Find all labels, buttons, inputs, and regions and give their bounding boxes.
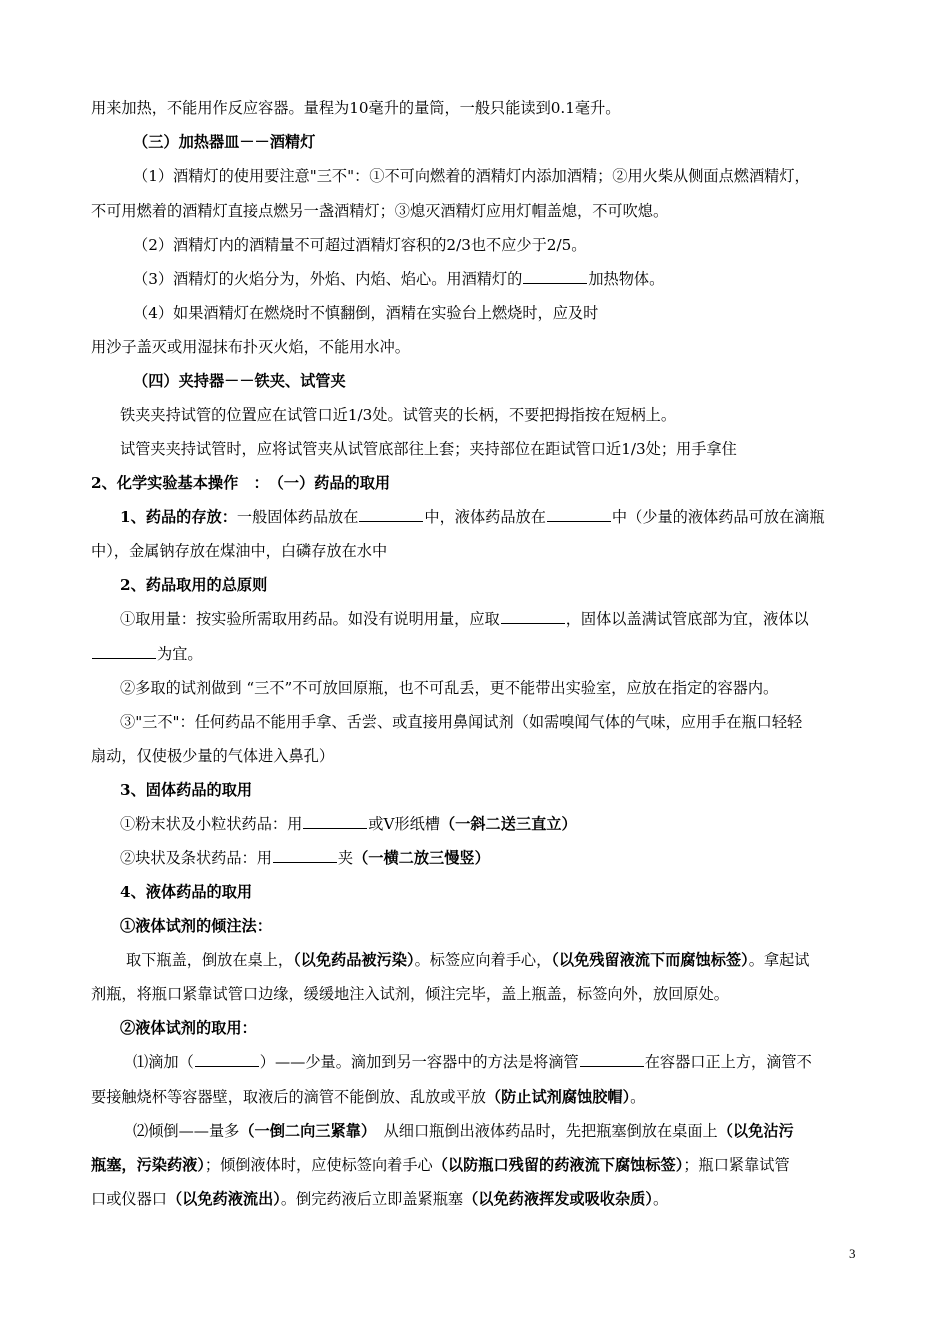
text-segment: 从细口瓶倒出液体药品时，先把瓶塞倒放在桌面上 <box>368 1122 718 1140</box>
text-line: 中），金属钠存放在煤油中，白磷存放在水中 <box>91 542 388 560</box>
text-segment: ；瓶口紧靠试管 <box>683 1156 790 1174</box>
fill-in-blank <box>303 814 367 829</box>
text-line <box>120 848 490 868</box>
text-segment: 。倒完药液后立即盖紧瓶塞 <box>280 1190 464 1208</box>
text-segment: 口或仪器口 <box>91 1190 167 1208</box>
fill-in-blank <box>523 269 587 284</box>
text-segment: 中，液体药品放在 <box>424 508 546 526</box>
emphasis: （以免药液流出） <box>166 1190 281 1208</box>
text-segment: 加热物体。 <box>588 270 665 288</box>
mnemonic: （一横二放三慢竖） <box>353 849 490 867</box>
text-line: 铁夹夹持试管的位置应在试管口近1/3处。试管夹的长柄，不要把拇指按在短柄上。 <box>120 406 677 424</box>
text-line <box>133 1052 812 1072</box>
text-line: ③"三不"：任何药品不能用手拿、舌尝、或直接用鼻闻试剂（如需嗅闻气体的气味，应用手在瓶口轻轻 <box>120 713 803 731</box>
text-segment: ①粉末状及小粒状药品：用 <box>120 815 303 833</box>
section-heading-holders: （四）夹持器－－铁夹、试管夹 <box>133 372 346 390</box>
text-line <box>91 644 203 664</box>
text-line <box>91 1087 645 1107</box>
text-segment: 。标签应向着手心， <box>414 951 552 969</box>
fill-in-blank <box>359 507 423 522</box>
text-line: （4）如果酒精灯在燃烧时不慎翻倒，酒精在实验台上燃烧时，应及时 <box>133 304 599 322</box>
text-segment: （3）酒精灯的火焰分为，外焰、内焰、焰心。用酒精灯的 <box>133 270 523 288</box>
text-line: 扇动，仅使极少量的气体进入鼻孔） <box>91 747 334 765</box>
text-segment: ②块状及条状药品：用 <box>120 849 272 867</box>
text-line <box>120 507 825 527</box>
text-line: 剂瓶，将瓶口紧靠试管口边缘，缓缓地注入试剂，倾注完毕，盖上瓶盖，标签向外，放回原处。 <box>91 985 729 1003</box>
text-segment: 要接触烧杯等容器壁，取液后的滴管不能倒放、乱放或平放 <box>91 1088 486 1106</box>
text-segment: 。 <box>630 1088 646 1106</box>
emphasis: （防止试剂腐蚀胶帽） <box>485 1088 631 1106</box>
text-segment: ；倾倒液体时，应使标签向着手心 <box>204 1156 433 1174</box>
text-line <box>133 269 664 289</box>
text-segment: 夹 <box>337 849 354 867</box>
fill-in-blank <box>273 848 337 863</box>
text-segment: ，固体以盖满试管底部为宜，液体以 <box>565 610 809 628</box>
text-segment: 取下瓶盖，倒放在桌上， <box>126 951 294 969</box>
text-line <box>126 950 809 970</box>
text-line: （1）酒精灯的使用要注意"三不"：①不可向燃着的酒精灯内添加酒精；②用火柴从侧面点燃酒精灯， <box>133 167 810 185</box>
subheading: 1、药品的存放： <box>120 508 237 526</box>
section-heading-basic-operations: 2、化学实验基本操作 ： （一）药品的取用 <box>91 474 391 492</box>
subheading: 2、药品取用的总原则 <box>120 576 268 594</box>
emphasis: （以免沾污 <box>717 1122 794 1140</box>
text-segment: 中（少量的液体药品可放在滴瓶 <box>611 508 825 526</box>
text-segment: ⑵倾倒——量多 <box>133 1122 240 1140</box>
emphasis: （以免药液挥发或吸收杂质） <box>463 1190 653 1208</box>
fill-in-blank <box>580 1052 644 1067</box>
text-line <box>133 1121 794 1141</box>
subheading: 4、液体药品的取用 <box>120 883 253 901</box>
text-line: 不可用燃着的酒精灯直接点燃另一盏酒精灯；③熄灭酒精灯应用灯帽盖熄，不可吹熄。 <box>91 202 669 220</box>
fill-in-blank <box>92 644 156 659</box>
text-segment: 在容器口正上方，滴管不 <box>644 1053 812 1071</box>
mnemonic: （一斜二送三直立） <box>439 815 577 833</box>
text-segment: 。 <box>652 1190 669 1208</box>
text-line <box>91 1155 790 1175</box>
text-segment: ⑴滴加（ <box>133 1053 194 1071</box>
page-number: 3 <box>849 1246 856 1261</box>
fill-in-blank <box>195 1052 259 1067</box>
emphasis: （以防瓶口残留的药液流下腐蚀标签） <box>432 1156 684 1174</box>
text-line: ②多取的试剂做到 “三不”不可放回原瓶，也不可乱丢，更不能带出实验室，应放在指定的容器内。 <box>120 679 779 697</box>
subheading: ①液体试剂的倾注法： <box>120 917 272 935</box>
text-segment: 一般固体药品放在 <box>236 508 359 526</box>
text-line <box>120 609 809 629</box>
mnemonic: （一倒二向三紧靠） <box>239 1122 369 1140</box>
text-line: 试管夹夹持试管时，应将试管夹从试管底部往上套；夹持部位在距试管口近1/3处；用手拿住 <box>120 440 737 458</box>
emphasis: （以免残留液流下而腐蚀标签） <box>551 951 749 969</box>
text-segment: ①取用量：按实验所需取用药品。如没有说明用量，应取 <box>120 610 500 628</box>
text-line: （2）酒精灯内的酒精量不可超过酒精灯容积的2/3也不应少于2/5。 <box>133 236 587 254</box>
text-line: 用沙子盖灭或用湿抹布扑灭火焰，不能用水冲。 <box>91 338 410 356</box>
emphasis: 瓶塞，污染药液） <box>91 1156 205 1174</box>
section-heading-alcohol-lamp: （三）加热器皿－－酒精灯 <box>133 133 316 151</box>
text-segment: 为宜。 <box>157 645 203 663</box>
emphasis: （以免药品被污染） <box>293 951 415 969</box>
subheading: 3、固体药品的取用 <box>120 781 253 799</box>
text-segment: 。拿起试 <box>748 951 810 969</box>
subheading: ②液体试剂的取用： <box>120 1019 257 1037</box>
text-segment: 或V形纸槽 <box>368 815 440 833</box>
fill-in-blank <box>547 507 611 522</box>
text-segment: ）——少量。滴加到另一容器中的方法是将滴管 <box>259 1053 579 1071</box>
text-line: 用来加热，不能用作反应容器。量程为10毫升的量筒，一般只能读到0.1毫升。 <box>91 99 621 117</box>
text-line <box>120 814 577 834</box>
fill-in-blank <box>501 609 565 624</box>
text-line <box>91 1189 668 1209</box>
